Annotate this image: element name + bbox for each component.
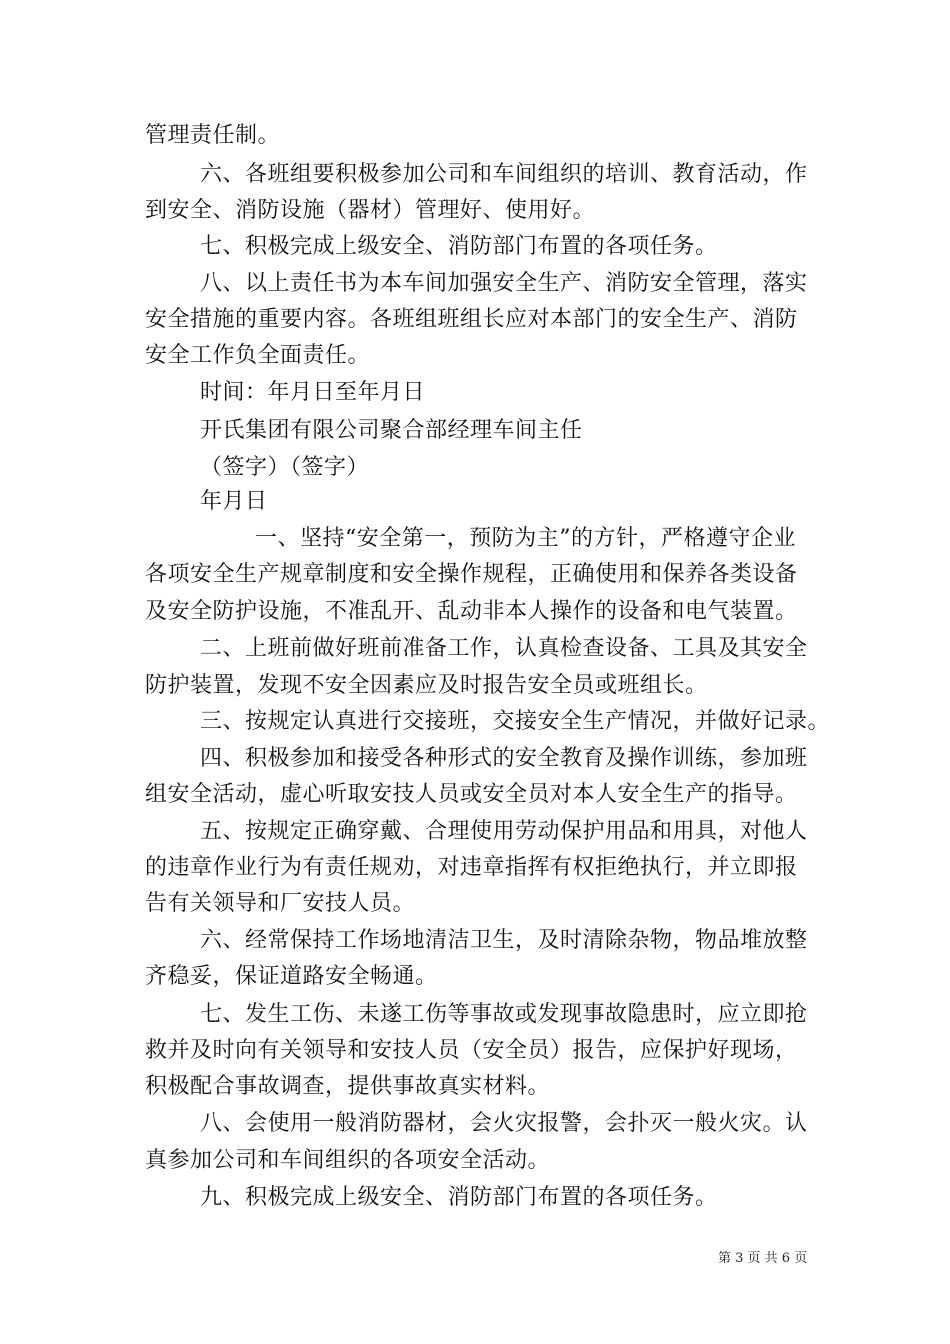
text-line: 时间：年月日至年月日 bbox=[200, 380, 426, 405]
text-line: 救并及时向有关领导和安技人员（安全员）报告，应保护好现场， bbox=[145, 1038, 798, 1063]
text-line: 八、以上责任书为本车间加强安全生产、消防安全管理，落实 bbox=[200, 271, 808, 296]
text-line: 四、积极参加和接受各种形式的安全教育及操作训练，参加班 bbox=[200, 746, 808, 771]
text-line: （签字）（签字） bbox=[200, 455, 370, 480]
text-line: 安全措施的重要内容。各班组班组长应对本部门的安全生产、消防 bbox=[145, 307, 798, 332]
text-line: 积极配合事故调查，提供事故真实材料。 bbox=[145, 1074, 551, 1099]
text-line: 三、按规定认真进行交接班，交接安全生产情况，并做好记录。 bbox=[200, 709, 831, 734]
text-line: 年月日 bbox=[200, 489, 268, 514]
text-line: 七、积极完成上级安全、消防部门布置的各项任务。 bbox=[200, 234, 718, 259]
text-line: 七、发生工伤、未遂工伤等事故或发现事故隐患时，应立即抢 bbox=[200, 1002, 808, 1027]
text-line: 一、坚持“安全第一，预防为主”的方针，严格遵守企业 bbox=[255, 526, 796, 551]
text-line: 齐稳妥，保证道路安全畅通。 bbox=[145, 964, 438, 989]
text-line: 及安全防护设施，不准乱开、乱动非本人操作的设备和电气装置。 bbox=[145, 599, 798, 624]
text-line: 管理责任制。 bbox=[145, 123, 281, 148]
page-number-footer: 第 3 页 共 6 页 bbox=[718, 1251, 808, 1266]
text-line: 九、积极完成上级安全、消防部门布置的各项任务。 bbox=[200, 1185, 718, 1210]
text-line: 八、会使用一般消防器材，会火灾报警，会扑灭一般火灾。认 bbox=[200, 1111, 808, 1136]
text-line: 开氏集团有限公司聚合部经理车间主任 bbox=[200, 418, 583, 443]
text-line: 安全工作负全面责任。 bbox=[145, 343, 371, 368]
text-line: 二、上班前做好班前准备工作，认真检查设备、工具及其安全 bbox=[200, 636, 808, 661]
text-line: 五、按规定正确穿戴、合理使用劳动保护用品和用具，对他人 bbox=[200, 819, 808, 844]
text-line: 组安全活动，虚心听取安技人员或安全员对本人安全生产的指导。 bbox=[145, 782, 798, 807]
text-line: 防护装置，发现不安全因素应及时报告安全员或班组长。 bbox=[145, 673, 708, 698]
text-line: 到安全、消防设施（器材）管理好、使用好。 bbox=[145, 198, 596, 223]
text-line: 告有关领导和厂安技人员。 bbox=[145, 891, 416, 916]
text-line: 各项安全生产规章制度和安全操作规程，正确使用和保养各类设备 bbox=[145, 562, 798, 587]
text-line: 真参加公司和车间组织的各项安全活动。 bbox=[145, 1148, 551, 1173]
text-line: 六、经常保持工作场地清洁卫生，及时清除杂物，物品堆放整 bbox=[200, 928, 808, 953]
text-line: 六、各班组要积极参加公司和车间组织的培训、教育活动，作 bbox=[200, 162, 808, 187]
text-line: 的违章作业行为有责任规劝，对违章指挥有权拒绝执行，并立即报 bbox=[145, 855, 798, 880]
